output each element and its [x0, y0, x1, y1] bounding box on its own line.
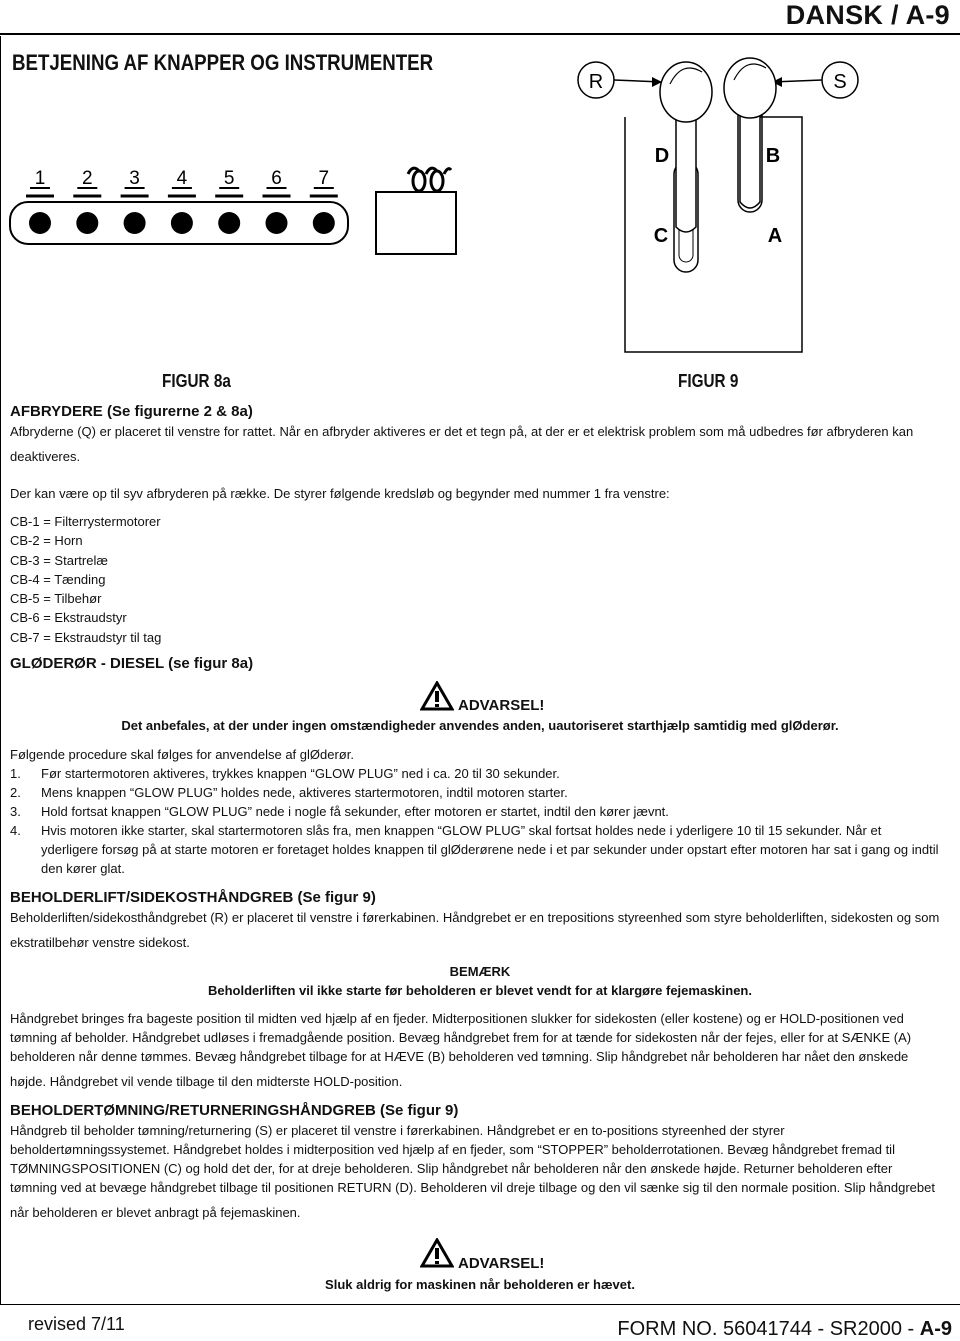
text-line: beholderen når denne tømmes. Bevæg håndgrebet tilbage for at HÆVE (B) beholderen ved tømning. Slip håndgrebet når beholderen har nået den ønskede — [10, 1049, 909, 1064]
step-2 — [10, 783, 945, 802]
circuit-breaker-button — [218, 212, 240, 234]
revision-note: revised 7/11 — [28, 1314, 125, 1334]
list-item: CB-7 = Ekstraudstyr til tag — [10, 629, 162, 645]
label-r: R — [588, 71, 604, 93]
beholderlift-paragraph-1 — [10, 908, 955, 952]
switch-number-label: 2 — [82, 168, 93, 189]
warning-label: ADVARSEL! — [458, 697, 545, 714]
step-text: den kører glat. — [41, 861, 125, 876]
step-4 — [10, 821, 945, 878]
warning-icon — [420, 681, 454, 711]
label-b: B — [765, 145, 781, 167]
text-line: TØMNINGSPOSITIONEN (C) og hold det der, for at dreje beholderen. Slip håndgrebet når beholderen når den ønskede højde. Returner beholderen efter — [10, 1161, 893, 1176]
header-divider — [0, 33, 960, 35]
lever-s — [724, 58, 776, 212]
text-line: Håndgreb til beholder tømning/returnering (S) er placeret til venstre i førerkabinen. Håndgrebet er en to-positions styreenhed der styrer — [10, 1123, 785, 1138]
switch-number-label: 5 — [223, 168, 235, 189]
figure-8a-caption: FIGUR 8a — [162, 371, 231, 391]
step-text: Hold fortsat knappen “GLOW PLUG” nede i nogle få sekunder, efter motoren er startet, indtil den kører jævnt. — [41, 804, 669, 819]
afbrydere-paragraph-1 — [10, 422, 950, 466]
circuit-breaker-button — [313, 212, 335, 234]
text-line: tømning ved at bevæge håndgrebet tilbage til positionen RETURN (D). Beholderen vil dreje tilbage og den vil sænke sig til den normale position. Slip håndgrebet — [10, 1180, 935, 1195]
beholderlift-paragraph-2 — [10, 1009, 955, 1091]
glow-intro: Følgende procedure skal følges for anvendelse af glØderør. — [10, 747, 354, 762]
label-s: S — [833, 71, 847, 93]
section-heading-afbrydere: AFBRYDERE (Se figurerne 2 & 8a) — [10, 403, 253, 420]
text-line: højde. Håndgrebet vil vende tilbage til den midterste HOLD-position. — [10, 1074, 403, 1089]
switch-number-label: 7 — [318, 168, 330, 189]
breaker-list — [10, 512, 161, 647]
form-number — [617, 1318, 952, 1341]
step-text: yderligere forsøg på at starte motoren er foretaget holdes knappen til glØderørene nede i et par sekunder under opstart efter motoren har sat i gang og indtil — [41, 842, 939, 857]
list-item: CB-6 = Ekstraudstyr — [10, 610, 127, 626]
beholdertomning-paragraph — [10, 1121, 955, 1222]
step-1 — [10, 764, 945, 783]
text-line: ekstratilbehør venstre sidekost. — [10, 935, 190, 950]
label-c: C — [653, 225, 669, 247]
switch-number-label: 4 — [176, 168, 188, 189]
list-item: CB-1 = Filterrystermotorer — [10, 514, 161, 529]
circuit-breaker-button — [266, 212, 288, 234]
step-text: Mens knappen “GLOW PLUG” holdes nede, aktiveres startermotoren, indtil motoren starter. — [41, 785, 568, 800]
circuit-breaker-button — [124, 212, 146, 234]
text-line: når beholderen er blevet anbragt på fejemaskinen. — [10, 1205, 301, 1220]
warning-text: Det anbefales, at der under ingen omstændigheder anvendes anden, uautoriseret starthjælp samtidig med glØderør. — [121, 718, 839, 733]
section-heading-glow-plug: GLØDERØR - DIESEL (se figur 8a) — [10, 655, 254, 672]
label-d: D — [654, 145, 670, 167]
label-a: A — [767, 225, 783, 247]
list-item: CB-4 = Tænding — [10, 571, 106, 587]
warning-label: ADVARSEL! — [458, 1255, 545, 1272]
step-number: 2. — [10, 785, 21, 800]
step-number: 3. — [10, 804, 21, 819]
step-text: Før startermotoren aktiveres, trykkes knappen “GLOW PLUG” ned i ca. 20 til 30 sekunder. — [41, 766, 560, 781]
switch-number-label: 1 — [34, 168, 46, 189]
text-line: Beholderliften/sidekosthåndgrebet (R) er placeret til venstre i førerkabinen. Håndgrebet er en trepositions styreenhed som styre beholderliften, sidekosten og som — [10, 910, 940, 925]
circuit-breaker-button — [171, 212, 193, 234]
note-label: BEMÆRK — [449, 964, 511, 979]
list-item: CB-5 = Tilbehør — [10, 591, 102, 607]
step-number: 1. — [10, 766, 21, 781]
text-line: Håndgrebet bringes fra bageste position til midten ved hjælp af en fjeder. Midterpositionen slukker for sidekosten (eller kostene) og er HOLD-positionen ved — [10, 1011, 904, 1026]
section-heading-beholderlift: BEHOLDERLIFT/SIDEKOSTHÅNDGREB (Se figur 9) — [10, 889, 376, 906]
glow-plug-button — [376, 192, 456, 254]
step-3 — [10, 802, 945, 821]
figure-8a-switch-panel — [0, 150, 470, 260]
warning-text: Sluk aldrig for maskinen når beholderen er hævet. — [325, 1277, 635, 1292]
afbrydere-paragraph-2: Der kan være op til syv afbryderen på række. De styrer følgende kredsløb og begynder med nummer 1 fra venstre: — [10, 486, 670, 501]
text-line: deaktiveres. — [10, 449, 81, 464]
note-text: Beholderliften vil ikke starte før beholderen er blevet vendt for at klargøre fejemaskinen. — [207, 983, 752, 998]
circuit-breaker-button — [76, 212, 98, 234]
text-line: Afbryderne (Q) er placeret til venstre for rattet. Når en afbryder aktiveres er det et tegn på, at der er et elektrisk problem som må udbedres før afbryderen kan — [10, 424, 914, 439]
warning-icon — [420, 1238, 454, 1268]
footer-divider — [0, 1304, 960, 1305]
page-section-header: DANSK / A-9 — [785, 0, 950, 30]
glow-plug-icon — [408, 168, 451, 191]
list-item: CB-2 = Horn — [10, 533, 83, 549]
circuit-breaker-button — [29, 212, 51, 234]
figure-9-caption: FIGUR 9 — [678, 371, 739, 391]
form-number-text: FORM NO. 56041744 - SR2000 - — [617, 1318, 920, 1340]
page-title: BETJENING AF KNAPPER OG INSTRUMENTER — [12, 50, 434, 75]
step-number: 4. — [10, 823, 21, 838]
section-heading-beholdertomning: BEHOLDERTØMNING/RETURNERINGSHÅNDGREB (Se figur 9) — [10, 1102, 459, 1119]
text-line: beholdertømningssystemet. Håndgrebet holdes i midterposition ved hjælp af en fjeder, som “STOPPER” beholderrotationen. Bevæg håndgrebet fremad til — [10, 1142, 895, 1157]
step-text: Hvis motoren ikke starter, skal startermotoren slås fra, men knappen “GLOW PLUG” skal fortsat holdes nede i yderligere 10 til 15 sekunder. Når et — [41, 823, 882, 838]
figure-9-levers — [570, 42, 950, 362]
page-number: A-9 — [919, 1318, 952, 1340]
switch-number-label: 6 — [271, 168, 282, 189]
switch-number-label: 3 — [129, 168, 140, 189]
text-line: tømning af beholder. Håndgrebet udløses i fremadgående position. Bevæg håndgrebet frem for at tænde for sidekosten når der fejes, eller for at SÆNKE (A) — [10, 1030, 912, 1045]
list-item: CB-3 = Startrelæ — [10, 552, 108, 568]
